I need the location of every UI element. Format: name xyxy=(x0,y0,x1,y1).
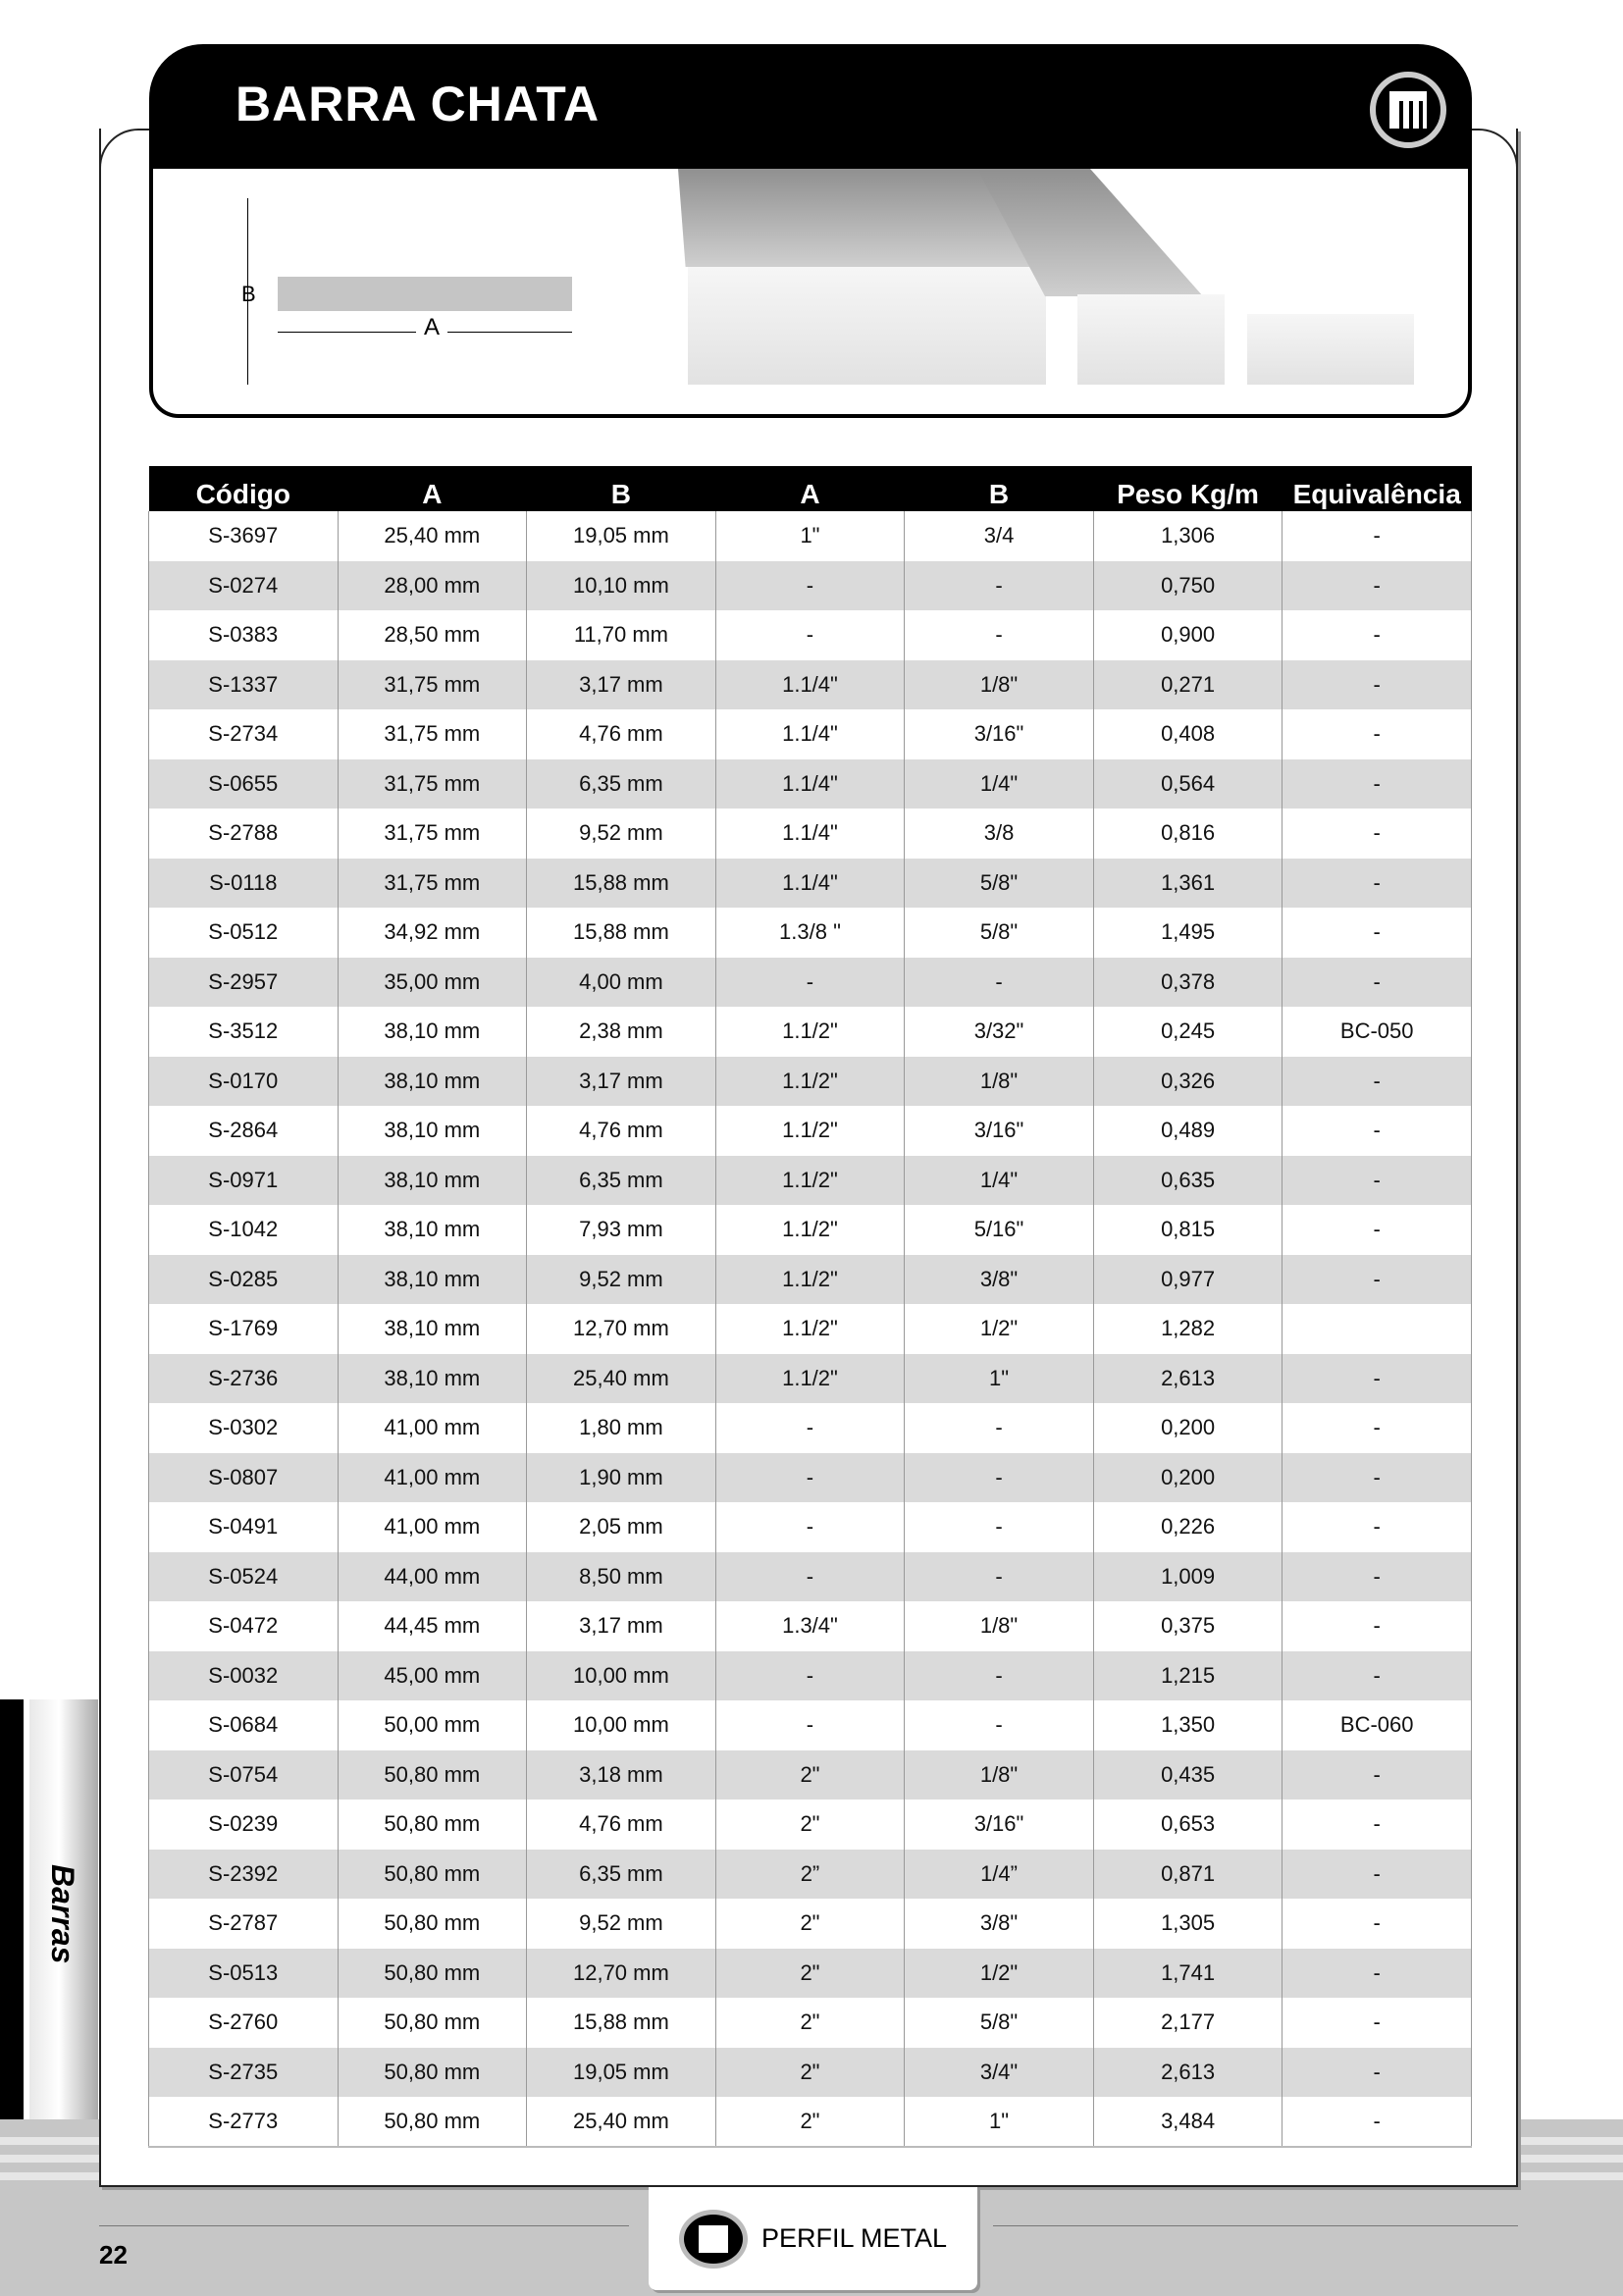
table-cell: - xyxy=(1283,958,1472,1008)
table-cell: S-0170 xyxy=(149,1057,339,1107)
brand-logo-icon xyxy=(1370,72,1446,148)
table-cell: 44,45 mm xyxy=(338,1601,527,1651)
table-cell: 1.1/4" xyxy=(715,809,905,859)
table-cell: 0,200 xyxy=(1093,1453,1283,1503)
table-cell: 0,200 xyxy=(1093,1403,1283,1453)
table-cell: S-0524 xyxy=(149,1552,339,1602)
table-cell: - xyxy=(715,1700,905,1750)
table-cell: 2" xyxy=(715,2097,905,2147)
table-cell: 2" xyxy=(715,1899,905,1949)
table-cell: 1.1/2" xyxy=(715,1304,905,1354)
table-cell: 10,00 mm xyxy=(527,1651,716,1701)
table-cell: 5/8" xyxy=(905,908,1094,958)
table-cell: - xyxy=(905,1552,1094,1602)
bar-render xyxy=(688,267,1046,385)
table-cell: 6,35 mm xyxy=(527,759,716,809)
table-row xyxy=(149,1057,1472,1107)
table-cell: - xyxy=(715,1403,905,1453)
table-cell: 2,613 xyxy=(1093,2048,1283,2098)
table-cell: - xyxy=(905,1700,1094,1750)
table-cell: - xyxy=(1283,2097,1472,2147)
table-cell: 5/8" xyxy=(905,859,1094,909)
table-cell: 2" xyxy=(715,2048,905,2098)
table-cell: S-2392 xyxy=(149,1850,339,1900)
table-cell: 3,17 mm xyxy=(527,1601,716,1651)
table-cell: 0,375 xyxy=(1093,1601,1283,1651)
table-cell: - xyxy=(1283,1205,1472,1255)
table-cell: S-0302 xyxy=(149,1403,339,1453)
table-cell: 1,80 mm xyxy=(527,1403,716,1453)
table-cell: 25,40 mm xyxy=(527,1354,716,1404)
table-cell: S-2957 xyxy=(149,958,339,1008)
table-row xyxy=(149,1700,1472,1750)
table-cell: 0,653 xyxy=(1093,1800,1283,1850)
page-title: BARRA CHATA xyxy=(236,77,601,131)
table-cell: S-0971 xyxy=(149,1156,339,1206)
table-cell: 1.1/4" xyxy=(715,709,905,759)
table-cell: 1,215 xyxy=(1093,1651,1283,1701)
table-cell: 10,00 mm xyxy=(527,1700,716,1750)
table-cell: 2" xyxy=(715,1998,905,2048)
table-cell: S-0807 xyxy=(149,1453,339,1503)
table-cell: 38,10 mm xyxy=(338,1255,527,1305)
brand-name: PERFIL METAL xyxy=(760,2223,948,2253)
table-cell: 3/16" xyxy=(905,1800,1094,1850)
table-cell: - xyxy=(1283,660,1472,710)
column-header: Peso Kg/m xyxy=(1093,466,1283,511)
table-row xyxy=(149,610,1472,660)
table-cell: S-0684 xyxy=(149,1700,339,1750)
flat-bar-section xyxy=(278,277,572,311)
table-row xyxy=(149,1205,1472,1255)
table-cell: 4,76 mm xyxy=(527,1106,716,1156)
table-cell: S-2735 xyxy=(149,2048,339,2098)
table-cell: - xyxy=(1283,1403,1472,1453)
table-row xyxy=(149,561,1472,611)
table-cell: 0,245 xyxy=(1093,1007,1283,1057)
table-row xyxy=(149,1502,1472,1552)
table-cell: 0,816 xyxy=(1093,809,1283,859)
table-cell: 0,435 xyxy=(1093,1750,1283,1800)
table-cell: 12,70 mm xyxy=(527,1304,716,1354)
table-cell: 3,18 mm xyxy=(527,1750,716,1800)
bar-render xyxy=(1247,314,1414,385)
table-cell: S-0655 xyxy=(149,759,339,809)
table-cell: 1" xyxy=(905,1354,1094,1404)
footer-brand xyxy=(649,2187,977,2290)
table-cell: S-1042 xyxy=(149,1205,339,1255)
table-cell: 1.3/4" xyxy=(715,1601,905,1651)
table-cell: - xyxy=(1283,709,1472,759)
table-cell: - xyxy=(1283,511,1472,561)
table-cell: - xyxy=(715,1552,905,1602)
table-cell: 2" xyxy=(715,1800,905,1850)
table-row xyxy=(149,1403,1472,1453)
table-cell: 38,10 mm xyxy=(338,1354,527,1404)
table-cell: 0,815 xyxy=(1093,1205,1283,1255)
table-cell: S-0274 xyxy=(149,561,339,611)
table-row xyxy=(149,1552,1472,1602)
table-cell: 41,00 mm xyxy=(338,1502,527,1552)
table-cell: - xyxy=(1283,1502,1472,1552)
table-cell: S-0513 xyxy=(149,1949,339,1999)
table-cell: S-0032 xyxy=(149,1651,339,1701)
table-cell: - xyxy=(1283,1106,1472,1156)
table-cell: 15,88 mm xyxy=(527,859,716,909)
table-row xyxy=(149,1106,1472,1156)
table-cell: 2" xyxy=(715,1949,905,1999)
table-cell: 38,10 mm xyxy=(338,1156,527,1206)
table-cell: S-0754 xyxy=(149,1750,339,1800)
table-cell: - xyxy=(715,1453,905,1503)
table-cell: 2,38 mm xyxy=(527,1007,716,1057)
table-cell: 3/16" xyxy=(905,709,1094,759)
table-cell: 1,350 xyxy=(1093,1700,1283,1750)
table-cell: 1,90 mm xyxy=(527,1453,716,1503)
column-header: A xyxy=(338,466,527,511)
table-cell: 38,10 mm xyxy=(338,1007,527,1057)
table-cell: 19,05 mm xyxy=(527,2048,716,2098)
table-cell: - xyxy=(905,1502,1094,1552)
profile-diagram xyxy=(149,169,1472,418)
table-cell: 0,977 xyxy=(1093,1255,1283,1305)
table-cell: 35,00 mm xyxy=(338,958,527,1008)
table-row xyxy=(149,1899,1472,1949)
table-row xyxy=(149,759,1472,809)
table-cell: 31,75 mm xyxy=(338,759,527,809)
table-cell: 1.1/2" xyxy=(715,1255,905,1305)
table-cell: - xyxy=(715,1502,905,1552)
column-header: B xyxy=(905,466,1094,511)
table-cell: 31,75 mm xyxy=(338,809,527,859)
specs-table xyxy=(148,466,1472,2148)
table-cell: 31,75 mm xyxy=(338,859,527,909)
table-cell: 50,00 mm xyxy=(338,1700,527,1750)
table-cell: 1,009 xyxy=(1093,1552,1283,1602)
table-cell: 3,17 mm xyxy=(527,660,716,710)
table-cell: S-0239 xyxy=(149,1800,339,1850)
table-cell: - xyxy=(1283,2048,1472,2098)
table-cell: 3/4 xyxy=(905,511,1094,561)
table-cell: S-2788 xyxy=(149,809,339,859)
table-cell: S-0472 xyxy=(149,1601,339,1651)
table-row xyxy=(149,2048,1472,2098)
table-cell: 2,177 xyxy=(1093,1998,1283,2048)
table-cell: 1.1/4" xyxy=(715,859,905,909)
table-cell: 3,17 mm xyxy=(527,1057,716,1107)
table-cell: 0,489 xyxy=(1093,1106,1283,1156)
column-header: A xyxy=(715,466,905,511)
table-cell: 25,40 mm xyxy=(527,2097,716,2147)
table-cell: 5/8" xyxy=(905,1998,1094,2048)
column-header: Código xyxy=(149,466,339,511)
table-row xyxy=(149,2097,1472,2147)
table-cell: 1/8" xyxy=(905,1601,1094,1651)
table-cell: S-3512 xyxy=(149,1007,339,1057)
table-cell: S-2760 xyxy=(149,1998,339,2048)
table-cell: 15,88 mm xyxy=(527,908,716,958)
table-cell: 0,900 xyxy=(1093,610,1283,660)
table-row xyxy=(149,709,1472,759)
table-cell: 3/8" xyxy=(905,1899,1094,1949)
table-cell: 4,76 mm xyxy=(527,709,716,759)
title-header xyxy=(149,44,1472,169)
table-cell: - xyxy=(1283,1453,1472,1503)
table-cell: 1,495 xyxy=(1093,908,1283,958)
table-row xyxy=(149,660,1472,710)
table-cell: 50,80 mm xyxy=(338,1899,527,1949)
table-cell: 0,564 xyxy=(1093,759,1283,809)
table-cell: BC-050 xyxy=(1283,1007,1472,1057)
table-cell: 1,361 xyxy=(1093,859,1283,909)
table-cell: 1/4" xyxy=(905,1156,1094,1206)
table-cell: 6,35 mm xyxy=(527,1156,716,1206)
table-cell: 1/8" xyxy=(905,1750,1094,1800)
table-cell: 4,00 mm xyxy=(527,958,716,1008)
table-cell: 1/8" xyxy=(905,1057,1094,1107)
table-row xyxy=(149,1750,1472,1800)
table-cell: S-2773 xyxy=(149,2097,339,2147)
table-cell: 0,226 xyxy=(1093,1502,1283,1552)
table-cell: 38,10 mm xyxy=(338,1205,527,1255)
table-cell: 3/32" xyxy=(905,1007,1094,1057)
table-cell: 1/8" xyxy=(905,660,1094,710)
dimension-b-label: B xyxy=(241,282,256,306)
table-cell: 1,305 xyxy=(1093,1899,1283,1949)
table-cell: S-0118 xyxy=(149,859,339,909)
table-cell: - xyxy=(1283,610,1472,660)
table-cell: - xyxy=(1283,1949,1472,1999)
table-cell: - xyxy=(905,1651,1094,1701)
table-row xyxy=(149,1255,1472,1305)
table-cell: - xyxy=(1283,1651,1472,1701)
table-cell: 1.3/8 " xyxy=(715,908,905,958)
table-cell: 50,80 mm xyxy=(338,1998,527,2048)
table-row xyxy=(149,1949,1472,1999)
table-row xyxy=(149,1651,1472,1701)
table-cell: 11,70 mm xyxy=(527,610,716,660)
table-cell: S-0383 xyxy=(149,610,339,660)
table-row xyxy=(149,859,1472,909)
table-cell: - xyxy=(905,610,1094,660)
table-cell: - xyxy=(1283,1750,1472,1800)
table-cell: S-2736 xyxy=(149,1354,339,1404)
table-cell: 9,52 mm xyxy=(527,809,716,859)
table-row xyxy=(149,1601,1472,1651)
table-cell: 2,613 xyxy=(1093,1354,1283,1404)
table-cell: 28,50 mm xyxy=(338,610,527,660)
table-cell: 0,750 xyxy=(1093,561,1283,611)
table-cell: 41,00 mm xyxy=(338,1403,527,1453)
table-cell: - xyxy=(715,1651,905,1701)
dimension-a-label: A xyxy=(416,314,447,341)
table-cell: S-1769 xyxy=(149,1304,339,1354)
bar-render xyxy=(1077,294,1225,385)
table-cell: 4,76 mm xyxy=(527,1800,716,1850)
table-row xyxy=(149,1453,1472,1503)
table-cell: 1/2" xyxy=(905,1949,1094,1999)
table-cell: S-0491 xyxy=(149,1502,339,1552)
table-cell: 1" xyxy=(715,511,905,561)
table-cell: 2” xyxy=(715,1850,905,1900)
table-cell: S-2787 xyxy=(149,1899,339,1949)
table-cell: 15,88 mm xyxy=(527,1998,716,2048)
table-cell: - xyxy=(1283,1899,1472,1949)
table-cell: - xyxy=(715,958,905,1008)
table-cell: - xyxy=(905,1403,1094,1453)
table-cell: S-1337 xyxy=(149,660,339,710)
table-cell: S-0512 xyxy=(149,908,339,958)
table-cell: 3/8 xyxy=(905,809,1094,859)
table-cell: 38,10 mm xyxy=(338,1106,527,1156)
table-cell: S-2864 xyxy=(149,1106,339,1156)
table-cell: 5/16" xyxy=(905,1205,1094,1255)
table-row xyxy=(149,1998,1472,2048)
table-cell: 41,00 mm xyxy=(338,1453,527,1503)
table-cell: 1/4" xyxy=(905,759,1094,809)
table-cell: 2" xyxy=(715,1750,905,1800)
table-cell: 50,80 mm xyxy=(338,1800,527,1850)
table-cell: 28,00 mm xyxy=(338,561,527,611)
table-cell: 10,10 mm xyxy=(527,561,716,611)
table-cell: 19,05 mm xyxy=(527,511,716,561)
table-cell: 0,635 xyxy=(1093,1156,1283,1206)
table-cell: 1.1/4" xyxy=(715,759,905,809)
table-cell: - xyxy=(1283,809,1472,859)
table-cell: 1.1/2" xyxy=(715,1156,905,1206)
table-row xyxy=(149,1007,1472,1057)
table-cell: 1,741 xyxy=(1093,1949,1283,1999)
table-row xyxy=(149,809,1472,859)
table-cell: 3/8" xyxy=(905,1255,1094,1305)
footer-divider xyxy=(99,2225,629,2226)
table-cell: BC-060 xyxy=(1283,1700,1472,1750)
table-cell: 38,10 mm xyxy=(338,1304,527,1354)
table-cell: 38,10 mm xyxy=(338,1057,527,1107)
table-cell: - xyxy=(1283,561,1472,611)
table-cell: - xyxy=(905,1453,1094,1503)
table-cell: 50,80 mm xyxy=(338,1750,527,1800)
table-cell: 0,378 xyxy=(1093,958,1283,1008)
brand-logo-icon xyxy=(679,2210,748,2269)
table-cell: - xyxy=(715,561,905,611)
table-row xyxy=(149,1800,1472,1850)
footer-divider xyxy=(993,2225,1518,2226)
table-cell: 2,05 mm xyxy=(527,1502,716,1552)
table-cell: - xyxy=(1283,1057,1472,1107)
table-cell xyxy=(1283,1304,1472,1354)
table-cell: 44,00 mm xyxy=(338,1552,527,1602)
table-cell: 50,80 mm xyxy=(338,1949,527,1999)
table-cell: - xyxy=(1283,759,1472,809)
table-row xyxy=(149,1156,1472,1206)
table-cell: 6,35 mm xyxy=(527,1850,716,1900)
table-cell: - xyxy=(1283,1552,1472,1602)
table-cell: 50,80 mm xyxy=(338,2048,527,2098)
table-cell: 9,52 mm xyxy=(527,1899,716,1949)
table-cell: 50,80 mm xyxy=(338,1850,527,1900)
table-cell: - xyxy=(905,561,1094,611)
table-cell: 1.1/2" xyxy=(715,1354,905,1404)
table-cell: 0,326 xyxy=(1093,1057,1283,1107)
table-cell: 3/4" xyxy=(905,2048,1094,2098)
table-cell: 7,93 mm xyxy=(527,1205,716,1255)
table-cell: 9,52 mm xyxy=(527,1255,716,1305)
table-cell: 1,282 xyxy=(1093,1304,1283,1354)
table-cell: - xyxy=(1283,1998,1472,2048)
table-cell: - xyxy=(1283,1800,1472,1850)
table-cell: - xyxy=(905,958,1094,1008)
table-cell: S-0285 xyxy=(149,1255,339,1305)
table-row xyxy=(149,1354,1472,1404)
table-cell: 1/2" xyxy=(905,1304,1094,1354)
table-cell: 3/16" xyxy=(905,1106,1094,1156)
table-cell: 1.1/2" xyxy=(715,1106,905,1156)
table-cell: 0,408 xyxy=(1093,709,1283,759)
table-cell: - xyxy=(1283,1156,1472,1206)
table-cell: 1,306 xyxy=(1093,511,1283,561)
table-cell: S-3697 xyxy=(149,511,339,561)
table-cell: - xyxy=(1283,1354,1472,1404)
table-row xyxy=(149,1304,1472,1354)
table-cell: - xyxy=(1283,1255,1472,1305)
column-header: Equivalência xyxy=(1283,466,1472,511)
table-cell: 31,75 mm xyxy=(338,709,527,759)
table-cell: - xyxy=(1283,908,1472,958)
table-cell: 1.1/2" xyxy=(715,1205,905,1255)
table-cell: - xyxy=(1283,1850,1472,1900)
table-cell: 1.1/4" xyxy=(715,660,905,710)
table-cell: - xyxy=(1283,1601,1472,1651)
table-cell: 1.1/2" xyxy=(715,1007,905,1057)
table-cell: 12,70 mm xyxy=(527,1949,716,1999)
table-cell: 1" xyxy=(905,2097,1094,2147)
table-cell: S-2734 xyxy=(149,709,339,759)
table-cell: - xyxy=(715,610,905,660)
table-cell: 8,50 mm xyxy=(527,1552,716,1602)
table-cell: 0,871 xyxy=(1093,1850,1283,1900)
table-row xyxy=(149,511,1472,561)
table-cell: 1.1/2" xyxy=(715,1057,905,1107)
table-cell: - xyxy=(1283,859,1472,909)
table-cell: 1/4” xyxy=(905,1850,1094,1900)
section-tab-label: Barras xyxy=(45,1864,80,1964)
table-cell: 3,484 xyxy=(1093,2097,1283,2147)
table-row xyxy=(149,958,1472,1008)
table-row xyxy=(149,1850,1472,1900)
table-row xyxy=(149,908,1472,958)
table-cell: 0,271 xyxy=(1093,660,1283,710)
table-cell: 25,40 mm xyxy=(338,511,527,561)
table-cell: 34,92 mm xyxy=(338,908,527,958)
table-cell: 50,80 mm xyxy=(338,2097,527,2147)
table-cell: 45,00 mm xyxy=(338,1651,527,1701)
page-number: 22 xyxy=(99,2240,128,2270)
column-header: B xyxy=(527,466,716,511)
table-cell: 31,75 mm xyxy=(338,660,527,710)
